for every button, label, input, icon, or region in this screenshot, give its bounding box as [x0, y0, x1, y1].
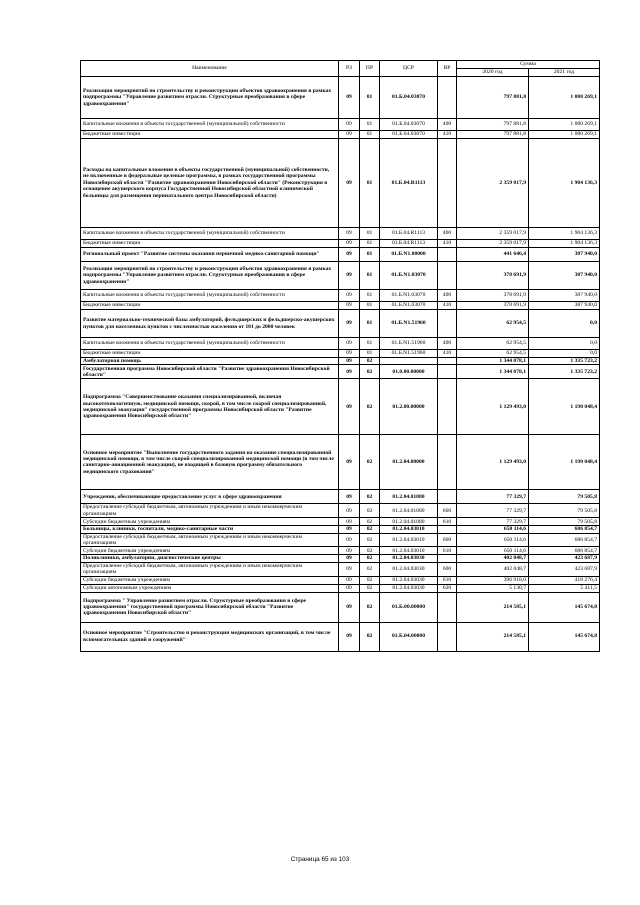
row-2021-cell: 1 335 723,2	[529, 365, 600, 379]
row-csr-cell: 01.Б.04.R1113	[380, 240, 438, 248]
row-2020-cell: 2 359 017,9	[457, 240, 529, 248]
row-csr-cell: 01.2.04.03010	[380, 547, 438, 555]
row-2020-cell: 396 918,0	[457, 576, 529, 584]
row-2020-cell: 62 954,5	[457, 350, 529, 358]
row-rz-cell: 09	[339, 365, 360, 379]
row-name-cell: Развитие материально-технической базы амбулаторий, фельдшерских и фельдшерско-акушерских пунктов для населенных пунктов с численностью населения от 101 до 2000 человек	[81, 310, 339, 338]
row-2021-cell: 79 505,8	[529, 504, 600, 518]
row-vr-cell	[438, 555, 457, 562]
row-rz-cell: 09	[339, 555, 360, 562]
row-2021-cell: 387 940,0	[529, 302, 600, 310]
table-row	[81, 228, 600, 240]
row-2020-cell: 650 114,6	[457, 533, 529, 547]
table-row	[81, 504, 600, 518]
row-2021-cell: 1 080 269,1	[529, 77, 600, 119]
row-2021-cell: 145 674,8	[529, 622, 600, 651]
row-2021-cell: 0,0	[529, 310, 600, 338]
table-row	[81, 490, 600, 504]
row-pr-cell: 01	[360, 248, 380, 262]
row-pr-cell: 01	[360, 240, 380, 248]
row-vr-cell: 610	[438, 547, 457, 555]
row-2021-cell: 423 687,9	[529, 562, 600, 576]
table-row	[81, 592, 600, 622]
row-csr-cell: 01.Б.04.03070	[380, 119, 438, 131]
table-row	[81, 131, 600, 139]
row-pr-cell: 02	[360, 622, 380, 651]
row-vr-cell	[438, 77, 457, 119]
row-pr-cell: 02	[360, 365, 380, 379]
row-name-cell: Субсидии автономным учреждениям	[81, 584, 339, 592]
table-row	[81, 358, 600, 365]
row-rz-cell: 09	[339, 248, 360, 262]
row-pr-cell: 02	[360, 379, 380, 435]
row-name-cell: Подпрограмма "Совершенствование оказания специализированной, включая высокотехнологичную, медицинской помощи, скорой, в том числе скорой специализированной, медицинской эвакуации" государственной программы Новосибирской области "Развитие здравоохранения Новосибирской области"	[81, 379, 339, 435]
row-vr-cell	[438, 310, 457, 338]
row-rz-cell: 09	[339, 584, 360, 592]
row-csr-cell: 01.Б.04.03070	[380, 77, 438, 119]
row-vr-cell: 600	[438, 562, 457, 576]
row-name-cell: Бюджетные инвестиции	[81, 350, 339, 358]
row-name-cell: Предоставление субсидий бюджетным, автономным учреждениям и иным некоммерческим организациям	[81, 504, 339, 518]
row-name-cell: Предоставление субсидий бюджетным, автономным учреждениям и иным некоммерческим организациям	[81, 533, 339, 547]
row-csr-cell: 01.2.04.03010	[380, 526, 438, 533]
row-vr-cell	[438, 365, 457, 379]
row-vr-cell: 600	[438, 504, 457, 518]
budget-table	[80, 60, 600, 652]
row-2020-cell: 77 329,7	[457, 518, 529, 526]
row-2020-cell: 77 329,7	[457, 504, 529, 518]
row-csr-cell: 01.Б.00.00000	[380, 592, 438, 622]
row-2020-cell: 214 585,1	[457, 592, 529, 622]
row-rz-cell: 09	[339, 504, 360, 518]
page-footer: Страница 65 из 103	[290, 856, 350, 863]
row-pr-cell: 01	[360, 77, 380, 119]
row-2021-cell: 1 904 136,3	[529, 139, 600, 228]
row-2021-cell: 387 940,0	[529, 248, 600, 262]
row-vr-cell	[438, 592, 457, 622]
row-name-cell: Капитальные вложения в объекты государственной (муниципальной) собственности	[81, 228, 339, 240]
row-rz-cell: 09	[339, 435, 360, 490]
row-name-cell: Больницы, клиники, госпитали, медико-санитарные части	[81, 526, 339, 533]
row-rz-cell: 09	[339, 228, 360, 240]
row-rz-cell: 09	[339, 240, 360, 248]
row-2021-cell: 79 505,8	[529, 518, 600, 526]
row-rz-cell: 09	[339, 576, 360, 584]
row-csr-cell: 01.Б.N1.51960	[380, 350, 438, 358]
row-vr-cell: 400	[438, 338, 457, 350]
row-pr-cell: 02	[360, 490, 380, 504]
row-csr-cell: 01.2.04.00000	[380, 435, 438, 490]
row-rz-cell: 09	[339, 533, 360, 547]
row-pr-cell: 01	[360, 262, 380, 290]
row-rz-cell: 09	[339, 338, 360, 350]
row-name-cell: Бюджетные инвестиции	[81, 131, 339, 139]
row-pr-cell: 01	[360, 350, 380, 358]
table-row	[81, 555, 600, 562]
row-vr-cell	[438, 248, 457, 262]
row-pr-cell: 01	[360, 228, 380, 240]
table-row	[81, 248, 600, 262]
table-row	[81, 533, 600, 547]
row-rz-cell: 09	[339, 490, 360, 504]
row-2020-cell: 378 691,9	[457, 262, 529, 290]
row-csr-cell: 01.2.00.00000	[380, 379, 438, 435]
row-vr-cell: 610	[438, 576, 457, 584]
table-row	[81, 290, 600, 302]
row-rz-cell: 09	[339, 290, 360, 302]
row-rz-cell: 09	[339, 592, 360, 622]
row-name-cell: Субсидии бюджетным учреждениям	[81, 518, 339, 526]
row-rz-cell: 09	[339, 622, 360, 651]
row-rz-cell: 09	[339, 262, 360, 290]
row-csr-cell: 01.Б.04.R1113	[380, 228, 438, 240]
row-pr-cell: 02	[360, 584, 380, 592]
row-2021-cell: 1 190 048,4	[529, 379, 600, 435]
row-name-cell: Поликлиники, амбулатории, диагностические центры	[81, 555, 339, 562]
table-row	[81, 302, 600, 310]
row-pr-cell: 01	[360, 302, 380, 310]
row-vr-cell	[438, 358, 457, 365]
row-2020-cell: 797 881,8	[457, 119, 529, 131]
row-rz-cell: 09	[339, 77, 360, 119]
table-row	[81, 338, 600, 350]
row-csr-cell: 01.2.04.01080	[380, 504, 438, 518]
row-csr-cell: 01.2.04.03030	[380, 562, 438, 576]
row-csr-cell: 01.0.00.00000	[380, 365, 438, 379]
header-year-2020: 2020 год	[457, 69, 529, 77]
row-rz-cell: 09	[339, 526, 360, 533]
row-2020-cell: 1 344 078,1	[457, 358, 529, 365]
row-2021-cell: 686 854,7	[529, 547, 600, 555]
table-row	[81, 526, 600, 533]
row-2021-cell: 1 080 269,1	[529, 131, 600, 139]
table-row	[81, 119, 600, 131]
header-year-2021: 2021 год	[529, 69, 600, 77]
row-2020-cell: 62 954,5	[457, 338, 529, 350]
row-2021-cell: 1 904 136,3	[529, 240, 600, 248]
row-2021-cell: 1 080 269,1	[529, 119, 600, 131]
table-row	[81, 262, 600, 290]
row-vr-cell	[438, 622, 457, 651]
row-pr-cell: 01	[360, 139, 380, 228]
row-name-cell: Амбулаторная помощь	[81, 358, 339, 365]
row-2020-cell: 797 881,8	[457, 77, 529, 119]
row-vr-cell	[438, 526, 457, 533]
table-row	[81, 547, 600, 555]
row-2021-cell: 0,0	[529, 350, 600, 358]
row-name-cell: Подпрограмма " Управление развитием отрасли. Структурные преобразования в сфере здравоохранения" государственной программы Новосибирской области "Развитие здравоохранения Новосибирской области"	[81, 592, 339, 622]
table-row	[81, 584, 600, 592]
row-2020-cell: 214 585,1	[457, 622, 529, 651]
row-pr-cell: 02	[360, 504, 380, 518]
row-vr-cell: 600	[438, 533, 457, 547]
row-rz-cell: 09	[339, 119, 360, 131]
table-row	[81, 365, 600, 379]
row-rz-cell: 09	[339, 379, 360, 435]
row-2021-cell: 1 335 723,2	[529, 358, 600, 365]
row-rz-cell: 09	[339, 358, 360, 365]
table-row	[81, 518, 600, 526]
row-rz-cell: 09	[339, 547, 360, 555]
row-csr-cell: 01.2.04.03030	[380, 576, 438, 584]
row-2020-cell: 402 048,7	[457, 555, 529, 562]
header-rz: РЗ	[339, 61, 360, 77]
row-2020-cell: 378 691,9	[457, 290, 529, 302]
row-name-cell: Капитальные вложения в объекты государственной (муниципальной) собственности	[81, 338, 339, 350]
header-csr: ЦСР	[380, 61, 438, 77]
row-name-cell: Предоставление субсидий бюджетным, автономным учреждениям и иным некоммерческим организациям	[81, 562, 339, 576]
row-2021-cell: 0,0	[529, 338, 600, 350]
row-name-cell: Капитальные вложения в объекты государственной (муниципальной) собственности	[81, 290, 339, 302]
row-name-cell: Субсидии бюджетным учреждениям	[81, 576, 339, 584]
row-vr-cell: 410	[438, 350, 457, 358]
table-row	[81, 379, 600, 435]
row-2021-cell: 145 674,8	[529, 592, 600, 622]
row-pr-cell: 02	[360, 562, 380, 576]
table-row	[81, 310, 600, 338]
row-csr-cell: 01.Б.N1.51960	[380, 338, 438, 350]
row-vr-cell: 410	[438, 240, 457, 248]
row-vr-cell	[438, 490, 457, 504]
row-name-cell: Бюджетные инвестиции	[81, 302, 339, 310]
row-name-cell: Государственная программа Новосибирской области "Развитие здравоохранения Новосибирской области"	[81, 365, 339, 379]
row-vr-cell	[438, 435, 457, 490]
row-2021-cell: 79 505,8	[529, 490, 600, 504]
row-name-cell: Учреждения, обеспечивающие предоставление услуг в сфере здравоохранения	[81, 490, 339, 504]
row-vr-cell: 400	[438, 119, 457, 131]
table-row	[81, 435, 600, 490]
header-vr: ВР	[438, 61, 457, 77]
row-2020-cell: 2 359 017,9	[457, 139, 529, 228]
table-row	[81, 139, 600, 228]
row-2020-cell: 1 129 493,0	[457, 379, 529, 435]
row-name-cell: Реализация мероприятий по строительству и реконструкции объектов здравоохранения в рамках подпрограммы "Управление развитием отрасли. Структурные преобразования в сфере здравоохранения"	[81, 77, 339, 119]
row-name-cell: Расходы на капитальные вложения в объекты государственной (муниципальной) собственности, не включенные в федеральные целевые программы, в рамках государственной программы Новосибирской области "Развитие здравоохранения Новосибирской области" (Реконструкция в оснащение акушерского корпуса Государственной Новосибирской областной клинической больницы для размещения перинатального центра Новосибирской области)	[81, 139, 339, 228]
row-rz-cell: 09	[339, 310, 360, 338]
row-vr-cell: 410	[438, 131, 457, 139]
row-2020-cell: 1 129 493,0	[457, 435, 529, 490]
header-pr: ПР	[360, 61, 380, 77]
row-2020-cell: 2 359 017,9	[457, 228, 529, 240]
row-pr-cell: 02	[360, 358, 380, 365]
row-2020-cell: 77 329,7	[457, 490, 529, 504]
row-pr-cell: 01	[360, 119, 380, 131]
row-csr-cell: 01.Б.04.03070	[380, 131, 438, 139]
table-row	[81, 77, 600, 119]
table-row	[81, 240, 600, 248]
row-name-cell: Основное мероприятие "Выполнение государственного задания на оказание специализированной медицинской помощи, в том числе скорой специализированной медицинской помощи (в том числе санитарно-авиационной эвакуации), не входящей в базовую программу обязательного медицинского страхования"	[81, 435, 339, 490]
table-row	[81, 562, 600, 576]
row-rz-cell: 09	[339, 302, 360, 310]
row-pr-cell: 01	[360, 290, 380, 302]
row-pr-cell: 02	[360, 592, 380, 622]
row-2021-cell: 387 940,0	[529, 290, 600, 302]
row-vr-cell: 620	[438, 584, 457, 592]
header-name: Наименование	[81, 61, 339, 77]
row-2020-cell: 62 954,5	[457, 310, 529, 338]
row-2021-cell: 686 854,7	[529, 526, 600, 533]
row-csr-cell: 01.Б.04.00000	[380, 622, 438, 651]
row-2020-cell: 650 114,6	[457, 526, 529, 533]
row-name-cell: Реализация мероприятий по строительству и реконструкции объектов здравоохранения в рамках подпрограммы "Управление развитием отрасли. Структурные преобразования в сфере здравоохранения"	[81, 262, 339, 290]
row-name-cell: Региональный проект "Развитие системы оказания первичной медико-санитарной помощи"	[81, 248, 339, 262]
row-pr-cell: 01	[360, 338, 380, 350]
row-2021-cell: 686 854,7	[529, 533, 600, 547]
row-vr-cell	[438, 379, 457, 435]
table-row	[81, 350, 600, 358]
table-body	[81, 77, 600, 652]
row-2021-cell: 1 190 048,4	[529, 435, 600, 490]
row-pr-cell: 02	[360, 533, 380, 547]
row-2020-cell: 5 130,7	[457, 584, 529, 592]
row-pr-cell: 02	[360, 526, 380, 533]
row-2020-cell: 402 048,7	[457, 562, 529, 576]
row-2021-cell: 1 904 136,3	[529, 228, 600, 240]
row-vr-cell	[438, 139, 457, 228]
row-2020-cell: 797 881,8	[457, 131, 529, 139]
row-pr-cell: 02	[360, 435, 380, 490]
header-sum: Сумма	[457, 61, 600, 69]
row-rz-cell: 09	[339, 562, 360, 576]
row-rz-cell: 09	[339, 350, 360, 358]
row-vr-cell: 410	[438, 302, 457, 310]
row-2020-cell: 378 691,9	[457, 302, 529, 310]
row-csr-cell: 01.2.04.01080	[380, 490, 438, 504]
row-name-cell: Капитальные вложения в объекты государственной (муниципальной) собственности	[81, 119, 339, 131]
row-csr-cell: 01.Б.N1.03070	[380, 302, 438, 310]
row-csr-cell: 01.2.04.03030	[380, 584, 438, 592]
row-2020-cell: 441 646,4	[457, 248, 529, 262]
row-vr-cell: 610	[438, 518, 457, 526]
row-vr-cell: 400	[438, 290, 457, 302]
row-csr-cell: 01.Б.N1.51960	[380, 310, 438, 338]
row-rz-cell: 09	[339, 139, 360, 228]
row-csr-cell: 01.2.04.03010	[380, 533, 438, 547]
row-2021-cell: 387 940,0	[529, 262, 600, 290]
row-2020-cell: 650 114,6	[457, 547, 529, 555]
row-rz-cell: 09	[339, 131, 360, 139]
row-2021-cell: 423 687,9	[529, 555, 600, 562]
row-vr-cell	[438, 262, 457, 290]
row-pr-cell: 02	[360, 555, 380, 562]
row-pr-cell: 01	[360, 131, 380, 139]
row-pr-cell: 02	[360, 518, 380, 526]
row-pr-cell: 02	[360, 547, 380, 555]
row-csr-cell: 01.Б.N1.00000	[380, 248, 438, 262]
row-csr-cell: 01.2.04.01080	[380, 518, 438, 526]
row-csr-cell	[380, 358, 438, 365]
row-pr-cell: 01	[360, 310, 380, 338]
row-2021-cell: 418 276,4	[529, 576, 600, 584]
row-csr-cell: 01.Б.N1.03070	[380, 262, 438, 290]
row-csr-cell: 01.2.04.03030	[380, 555, 438, 562]
row-name-cell: Основное мероприятие "Строительство и реконструкция медицинских организаций, в том числе вспомогательных зданий и сооружений"	[81, 622, 339, 651]
row-rz-cell: 09	[339, 518, 360, 526]
row-name-cell: Бюджетные инвестиции	[81, 240, 339, 248]
table-row	[81, 576, 600, 584]
row-csr-cell: 01.Б.N1.03070	[380, 290, 438, 302]
row-pr-cell: 02	[360, 576, 380, 584]
row-2021-cell: 5 411,5	[529, 584, 600, 592]
row-csr-cell: 01.Б.04.R1113	[380, 139, 438, 228]
table-row	[81, 622, 600, 651]
row-2020-cell: 1 344 078,1	[457, 365, 529, 379]
row-name-cell: Субсидии бюджетным учреждениям	[81, 547, 339, 555]
row-vr-cell: 400	[438, 228, 457, 240]
